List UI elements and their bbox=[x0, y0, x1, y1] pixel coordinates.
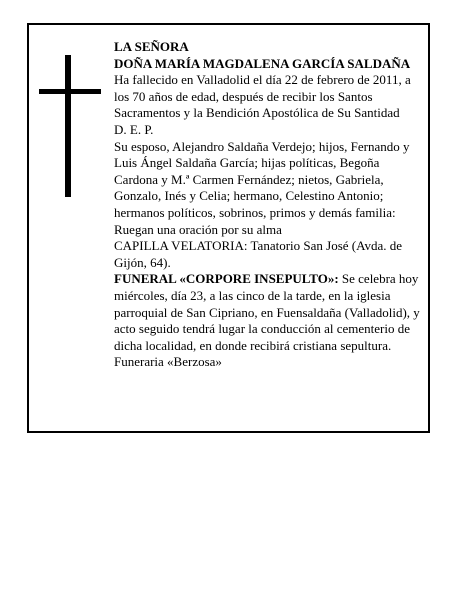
chapel-info: CAPILLA VELATORIA: Tanatorio San José (Avda. de Gijón, 64). bbox=[114, 238, 403, 270]
cross-horizontal-bar bbox=[39, 89, 101, 94]
death-announcement: Ha fallecido en Valladolid el día 22 de febrero de 2011, a los 70 años de edad, después de recibir los Santos Sacramentos y la Bendición Apostólica de Su Santidad bbox=[114, 72, 411, 121]
funeral-label: FUNERAL «CORPORE INSEPULTO»: bbox=[114, 271, 339, 287]
funeral-details: Se celebra hoy miércoles, día 23, a las cinco de la tarde, en la iglesia parroquial de San Cipriano, en Fuensaldaña (Valladolid), y acto seguido tendrá lugar la conducción al cementerio de dicha localidad, en donde recibirá cristiana sepultura. bbox=[114, 271, 420, 353]
notice-text bbox=[114, 39, 424, 371]
cross-vertical-bar bbox=[65, 55, 71, 197]
notice-heading-title: LA SEÑORA bbox=[114, 39, 189, 54]
latin-cross-icon bbox=[39, 55, 101, 197]
funeral-home: Funeraria «Berzosa» bbox=[114, 354, 222, 370]
deceased-name: DOÑA MARÍA MAGDALENA GARCÍA SALDAÑA bbox=[114, 55, 411, 71]
obituary-notice bbox=[27, 23, 430, 433]
rip-text: D. E. P. bbox=[114, 121, 154, 137]
funeral-info bbox=[114, 271, 424, 354]
family-list: Su esposo, Alejandro Saldaña Verdejo; hijos, Fernando y Luis Ángel Saldaña García; hijas políticas, Begoña Cardona y M.ª Carmen Fernández; nietos, Gabriela, Gonzalo, Inés y Celia; hermano, Celestino Antonio; hermanos políticos, sobrinos, primos y demás familia: bbox=[114, 138, 410, 220]
prayer-request: Ruegan una oración por su alma bbox=[114, 221, 282, 237]
